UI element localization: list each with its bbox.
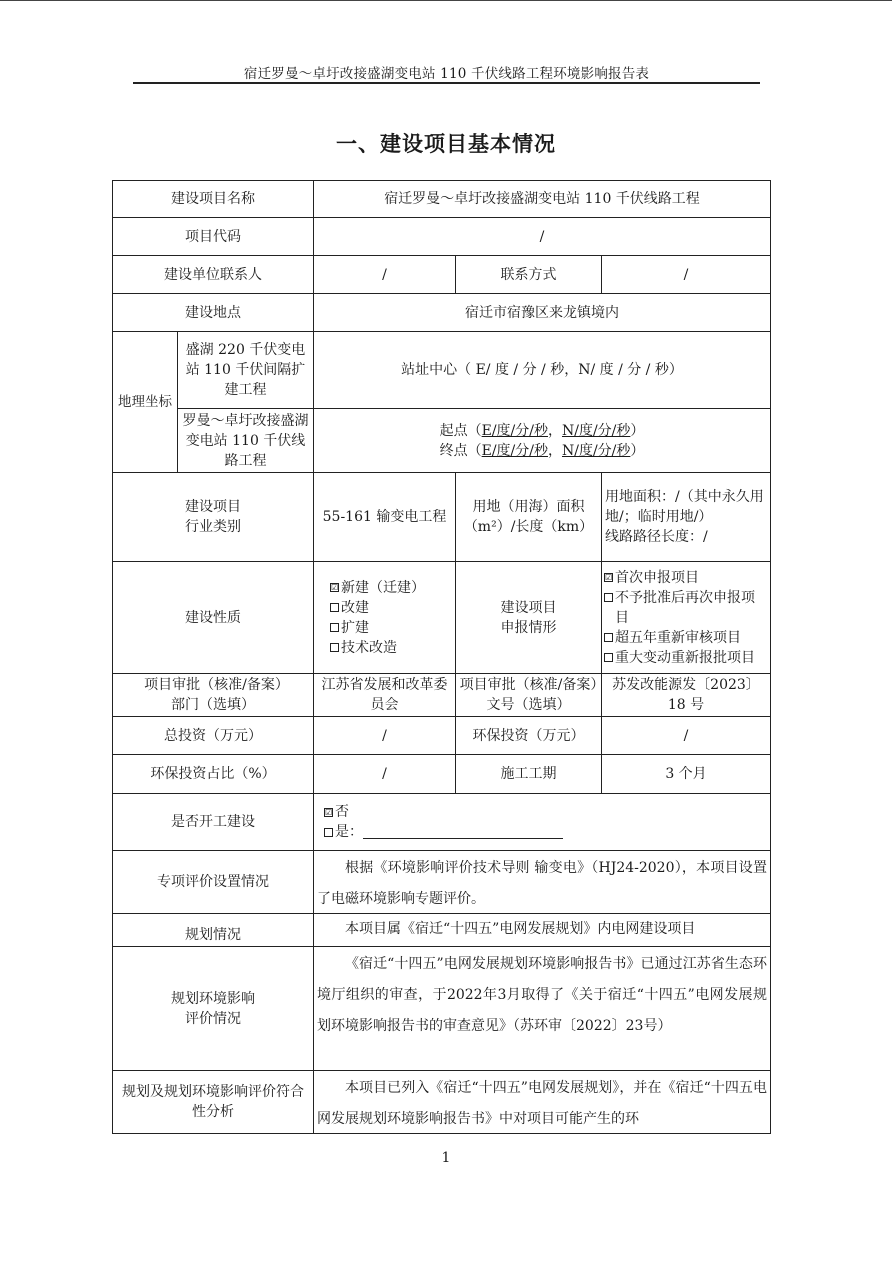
approval-doc-label: 项目审批（核准/备案）文号（选填） — [455, 673, 602, 717]
checkbox-icon — [330, 623, 339, 632]
checkbox-icon — [324, 828, 333, 837]
checkbox-icon: ☑ — [325, 807, 333, 817]
header-rule — [133, 82, 760, 84]
declare-option-five-year[interactable]: 超五年重新审核项目 — [604, 628, 741, 648]
geo-end-point: 终点（E/度/分/秒，N/度/分/秒） — [439, 442, 645, 459]
nature-option-expand[interactable]: 扩建 — [330, 618, 369, 638]
checkbox-icon — [604, 653, 613, 662]
geo-sub2-label: 罗曼～卓圩改接盛湖变电站 110 千伏线路工程 — [177, 408, 314, 473]
declare-option-reapply[interactable]: 不予批准后再次申报项目 — [604, 588, 768, 628]
contact-person-label: 建设单位联系人 — [112, 255, 314, 294]
approval-dept-label: 项目审批（核准/备案）部门（选填） — [112, 673, 314, 717]
checkbox-icon: ☑ — [331, 583, 339, 592]
conformity-label: 规划及规划环境影响评价符合性分析 — [112, 1070, 314, 1134]
checkbox-icon: ☑ — [605, 573, 613, 582]
nature-option-rebuild[interactable]: 改建 — [330, 598, 369, 618]
special-assessment-value: 根据《环境影响评价技术导则 输变电》（HJ24-2020），本项目设置了电磁环境影响专题评价。 — [313, 850, 771, 914]
contact-method-label: 联系方式 — [455, 255, 602, 294]
checkbox-icon — [604, 633, 613, 642]
geo-start-point: 起点（E/度/分/秒，N/度/分/秒） — [439, 422, 645, 439]
top-border — [0, 0, 892, 1]
construction-nature-label: 建设性质 — [112, 561, 314, 674]
approval-doc-value: 苏发改能源发〔2023〕18 号 — [601, 673, 771, 717]
construction-period-label: 施工工期 — [455, 754, 602, 794]
industry-value: 55-161 输变电工程 — [313, 472, 456, 562]
approval-dept-value: 江苏省发展和改革委员会 — [313, 673, 456, 717]
total-investment-value: / — [313, 716, 456, 755]
nature-option-new[interactable]: ☑ 新建（迁建） — [331, 579, 425, 596]
started-option-yes[interactable]: 是： — [324, 822, 563, 842]
started-option-no[interactable]: ☑ 否 — [325, 804, 349, 820]
section-title: 一、建设项目基本情况 — [336, 132, 556, 156]
contact-person-value: / — [313, 255, 456, 294]
planning-value: 本项目属《宿迁“十四五”电网发展规划》内电网建设项目 — [313, 913, 771, 947]
started-fill-line — [363, 825, 563, 839]
contact-method-value: / — [601, 255, 771, 294]
running-header: 宿迁罗曼～卓圩改接盛湖变电站 110 千伏线路工程环境影响报告表 — [243, 66, 650, 82]
started-label: 是否开工建设 — [112, 793, 314, 851]
conformity-value: 本项目已列入《宿迁“十四五”电网发展规划》，并在《宿迁“十四五电网发展规划环境影响报告书》中对项目可能产生的环 — [313, 1070, 771, 1134]
started-options — [313, 793, 771, 851]
total-investment-label: 总投资（万元） — [112, 716, 314, 755]
project-code-label: 项目代码 — [112, 217, 314, 256]
construction-period-value: 3 个月 — [601, 754, 771, 794]
nature-option-tech[interactable]: 技术改造 — [330, 638, 397, 658]
env-investment-label: 环保投资（万元） — [455, 716, 602, 755]
geo-coordinates-label: 地理坐标 — [112, 331, 178, 473]
geo-sub1-value: 站址中心（ E/ 度 / 分 / 秒，N/ 度 / 分 / 秒） — [313, 331, 771, 409]
planning-eia-value: 《宿迁“十四五”电网发展规划环境影响报告书》已通过江苏省生态环境厅组织的审查，于2022年3月取得了《关于宿迁“十四五”电网发展规划环境影响报告书的审查意见》（苏环审〔2022〕23号） — [313, 946, 771, 1071]
land-area-value: 用地面积：/（其中永久用地/；临时用地/） 线路路径长度：/ — [601, 472, 771, 562]
geo-sub2-value — [313, 408, 771, 473]
project-code-value: / — [313, 217, 771, 256]
env-investment-value: / — [601, 716, 771, 755]
planning-eia-label: 规划环境影响 评价情况 — [112, 946, 314, 1071]
env-ratio-value: / — [313, 754, 456, 794]
declare-situation-label: 建设项目 申报情形 — [455, 561, 602, 674]
industry-label: 建设项目 行业类别 — [112, 472, 314, 562]
page-number: 1 — [441, 1150, 451, 1166]
location-value: 宿迁市宿豫区来龙镇境内 — [313, 293, 771, 332]
construction-nature-options — [313, 561, 456, 674]
declare-option-major-change[interactable]: 重大变动重新报批项目 — [604, 648, 755, 668]
project-name-label: 建设项目名称 — [112, 180, 314, 218]
declare-situation-options — [601, 561, 771, 674]
project-name-value: 宿迁罗曼～卓圩改接盛湖变电站 110 千伏线路工程 — [313, 180, 771, 218]
planning-label: 规划情况 — [112, 913, 314, 947]
declare-option-first[interactable]: ☑ 首次申报项目 — [605, 569, 699, 586]
special-assessment-label: 专项评价设置情况 — [112, 850, 314, 914]
env-ratio-label: 环保投资占比（%） — [112, 754, 314, 794]
checkbox-icon — [604, 593, 613, 602]
checkbox-icon — [330, 603, 339, 612]
location-label: 建设地点 — [112, 293, 314, 332]
geo-sub1-label: 盛湖 220 千伏变电站 110 千伏间隔扩建工程 — [177, 331, 314, 409]
land-area-label: 用地（用海）面积（m²）/长度（km） — [455, 472, 602, 562]
checkbox-icon — [330, 643, 339, 652]
